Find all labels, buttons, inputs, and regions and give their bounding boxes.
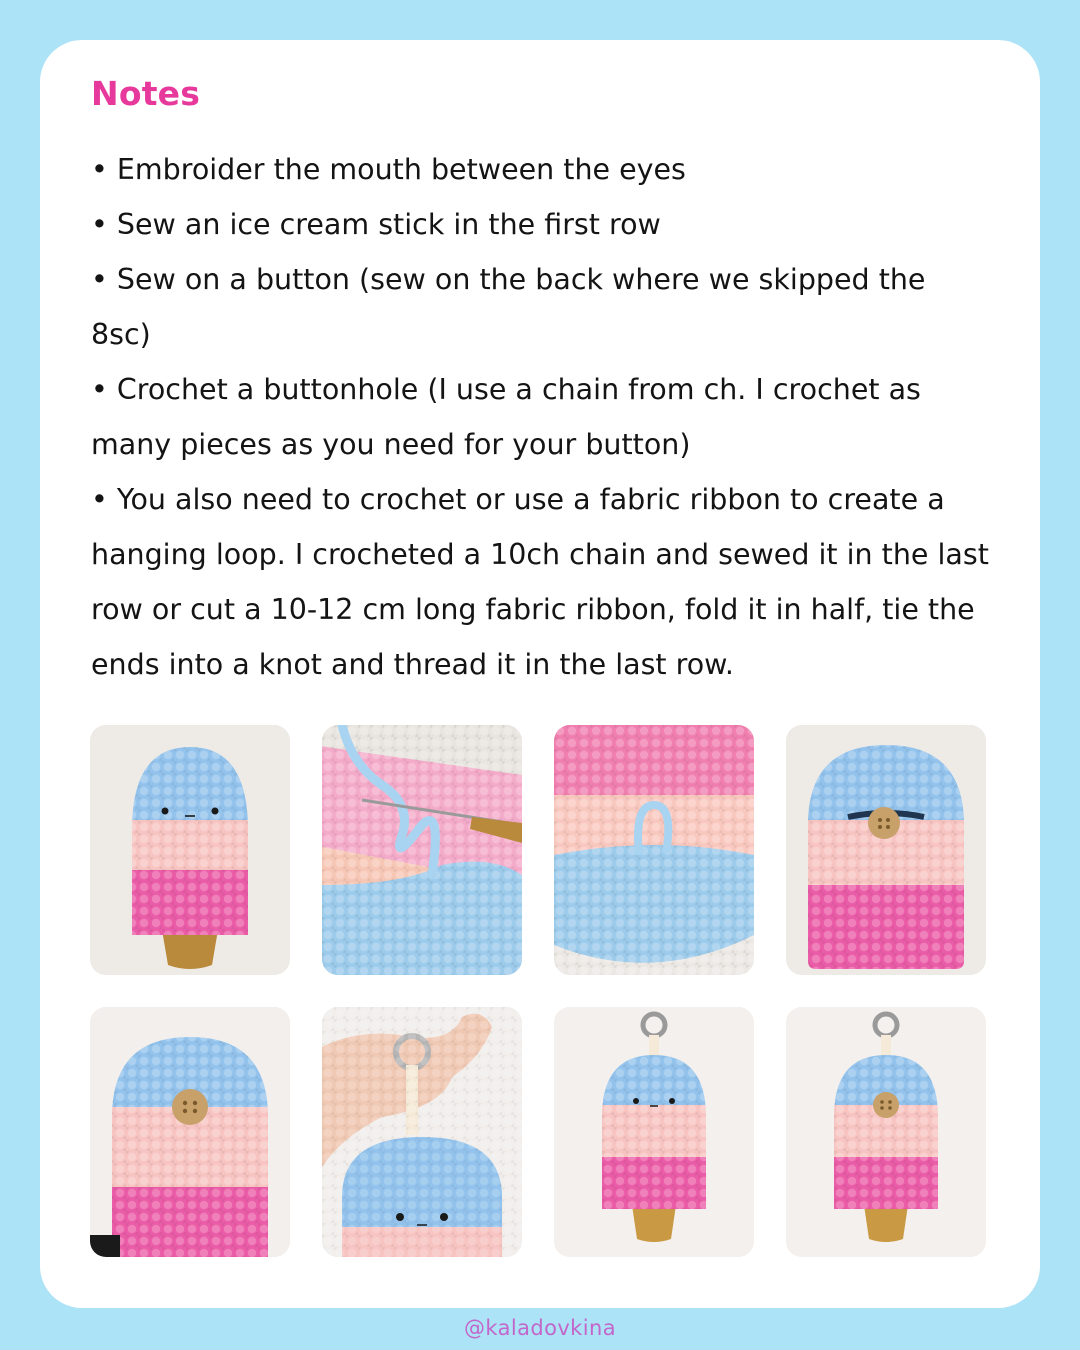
eye-icon [212, 808, 219, 815]
note-item: • Crochet a buttonhole (I use a chain from ch. I crochet as many pieces as you need for your button) [91, 373, 921, 461]
crochet-closeup-illustration [322, 725, 522, 975]
button-icon [868, 807, 900, 839]
note-item: • Sew an ice cream stick in the first row [91, 208, 661, 241]
hand-keychain-illustration [322, 1007, 522, 1257]
note-item: • Sew on a button (sew on the back where we skipped the 8sc) [91, 263, 926, 351]
photo-finished-back [786, 1007, 986, 1257]
eye-icon [440, 1213, 448, 1221]
finished-back-illustration [786, 1007, 986, 1257]
eye-icon [162, 808, 169, 815]
button-icon [873, 1092, 899, 1118]
notes-title: Notes [91, 74, 201, 113]
photo-finished-front [554, 1007, 754, 1257]
eye-icon [396, 1213, 404, 1221]
bag-wooden-button-illustration [90, 1007, 290, 1257]
notes-list [91, 142, 991, 692]
popsicle-illustration [90, 725, 290, 975]
eye-icon [633, 1098, 639, 1104]
photo-grid [90, 725, 986, 1257]
photo-buttonhole-loop [554, 725, 754, 975]
note-item: • Embroider the mouth between the eyes [91, 153, 686, 186]
photo-popsicle-front [90, 725, 290, 975]
photo-back-button [786, 725, 986, 975]
finished-front-illustration [554, 1007, 754, 1257]
note-item: • You also need to crochet or use a fabric ribbon to create a hanging loop. I crocheted a 10ch chain and sewed it in the last row or cut a 10-12 cm long fabric ribbon, fold it in half, tie the ends into a knot and thread it in the last row. [91, 483, 989, 681]
bag-back-illustration [786, 725, 986, 975]
author-handle: @kaladovkina [464, 1316, 616, 1340]
photo-back-wooden-button [90, 1007, 290, 1257]
button-icon [172, 1089, 208, 1125]
notes-card [40, 40, 1040, 1308]
photo-crocheting-closeup [322, 725, 522, 975]
photo-hand-keychain [322, 1007, 522, 1257]
eye-icon [669, 1098, 675, 1104]
buttonhole-illustration [554, 725, 754, 975]
